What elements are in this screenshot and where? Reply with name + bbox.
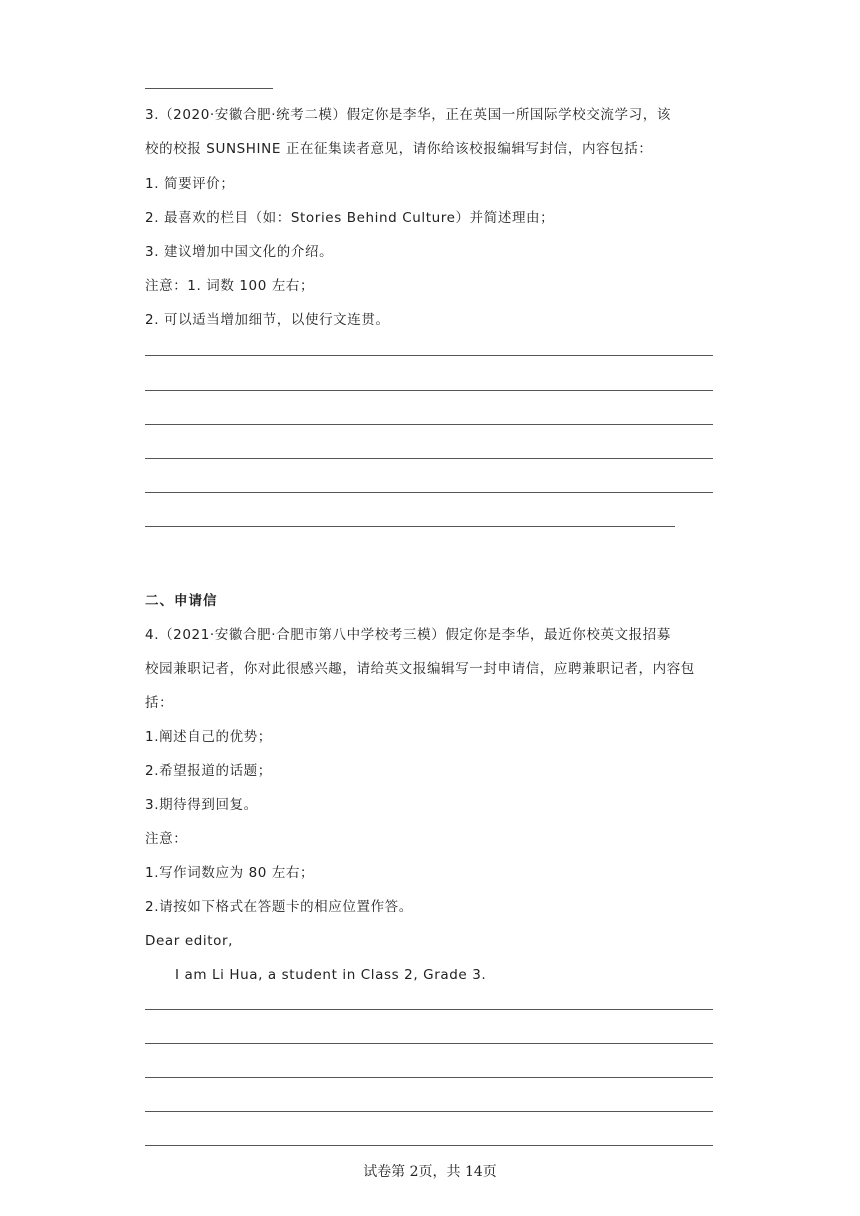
q4-stem-line-1: 4.（2021·安徽合肥·合肥市第八中学校考三模）假定你是李华，最近你校英文报招募 [145,627,671,643]
answer-line [145,88,273,89]
answer-line[interactable] [145,1077,713,1078]
answer-line[interactable] [145,1043,713,1044]
q3-item-3: 3. 建议增加中国文化的介绍。 [145,244,334,260]
q3-stem-line-1: 3.（2020·安徽合肥·统考二模）假定你是李华，正在英国一所国际学校交流学习，该 [145,107,671,123]
q4-item-3: 3.期待得到回复。 [145,797,258,813]
q4-note-1: 1.写作词数应为 80 左右； [145,865,315,881]
section-heading: 二、申请信 [145,593,218,609]
letter-opening: I am Li Hua, a student in Class 2, Grade 3. [175,967,487,983]
q4-note-2: 2.请按如下格式在答题卡的相应位置作答。 [145,899,413,915]
q3-item-2: 2. 最喜欢的栏目（如：Stories Behind Culture）并简述理由； [145,210,555,226]
answer-line[interactable] [145,526,675,527]
q3-item-1: 1. 简要评价； [145,176,235,192]
q3-note-1: 注意：1. 词数 100 左右； [145,278,315,294]
page-footer: 试卷第 2页，共 14页 [363,1164,497,1180]
q4-item-2: 2.希望报道的话题； [145,763,272,779]
q4-stem-line-3: 括： [145,695,174,711]
q4-stem-line-2: 校园兼职记者，你对此很感兴趣，请给英文报编辑写一封申请信，应聘兼职记者，内容包 [145,661,695,677]
answer-line[interactable] [145,390,713,391]
q3-note-2: 2. 可以适当增加细节，以使行文连贯。 [145,312,390,328]
answer-line[interactable] [145,458,713,459]
answer-line[interactable] [145,1145,713,1146]
q4-item-1: 1.阐述自己的优势； [145,729,272,745]
answer-line[interactable] [145,1009,713,1010]
answer-line[interactable] [145,424,713,425]
answer-line[interactable] [145,355,713,356]
answer-line[interactable] [145,1111,713,1112]
q4-note-label: 注意： [145,831,188,847]
letter-salutation: Dear editor, [145,933,234,949]
answer-line[interactable] [145,492,713,493]
q3-stem-line-2: 校的校报 SUNSHINE 正在征集读者意见，请你给该校报编辑写封信，内容包括： [145,141,653,157]
